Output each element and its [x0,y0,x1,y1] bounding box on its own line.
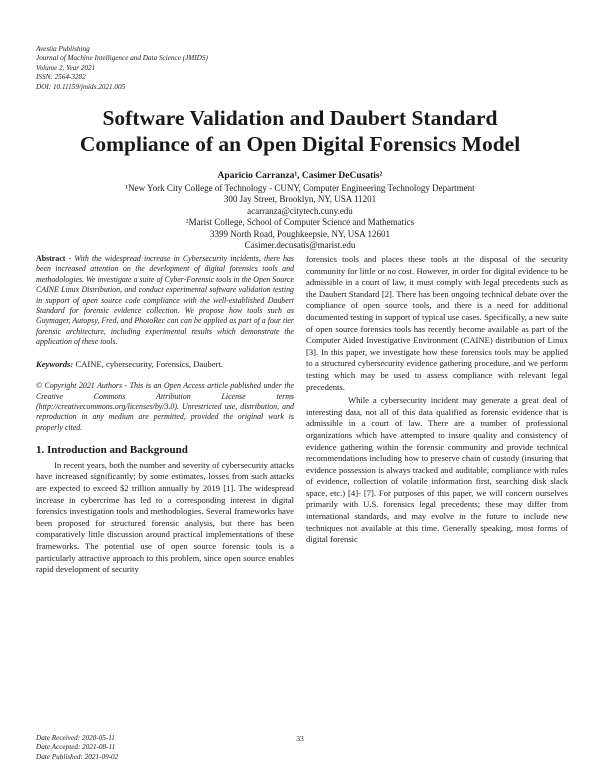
left-column [36,254,294,576]
keywords-label: Keywords: [36,358,74,369]
publisher: Avestia Publishing [36,45,90,53]
section-heading: 1. Introduction and Background [36,444,188,457]
abstract [36,254,294,348]
volume: Volume 2, Year 2021 [36,63,96,72]
date-published: Date Published: 2021-09-02 [36,752,119,761]
title-line-1: Software Validation and Daubert Standard [102,106,498,130]
affiliation-2: ²Marist College, School of Computer Science and Mathematics [185,217,415,227]
author-1-email: acarranza@citytech.cuny.edu [247,205,353,216]
issn: ISSN: 2564-3282 [36,73,86,82]
title-line-2: Compliance of an Open Digital Forensics Model [79,132,521,156]
copyright-notice: © Copyright 2021 Authors - This is an Open Access article published under the Creative Commons Attribution License terms (http://creativecommons.org/licenses/by/3.0). Unrestricted use, distribution, and reproduction in any medium are permitted, provided the original work is properly cited. [36,381,294,432]
body-paragraph-2: While a cybersecurity incident may generate a great deal of interesting data, not all of this data qualified as forensic evidence that is admissible in a court of law. There are a number of professional organizations which have attempted to insure quality and consistency of evidence gathering within the forensic community and provide technical recommendations including how to preserve chain of custody (insuring that evidence possession is always tracked and auditable, compliance with rules of evidence, collection of volatile information first, searching disk slack space, etc.) [4]- [7]. For purposes of this paper, we will concern ourselves primarily with U.S. forensics legal precedents; these may differ from international standards, and may evolve in the future to include new techniques not available at this time. Generally speaking, most forms of digital forensic [306,395,568,545]
date-accepted: Date Accepted: 2021-08-11 [36,743,116,752]
abstract-text: - With the widespread increase in Cybersecurity incidents, there has been increased attention on the development of digital forensics tools and methodologies. We investigate a suite of Cyber-Forensic tools in the Open Source CAINE Linux Distribution, and conduct experimental software validation testing in support of open source code compliance with the well-established Daubert Standard for forensic evidence collection. We propose how tools such as Guymager, Autopsy, Fred, and PhotoRec can can be applied as part of a four tier forensic architecture, including experimental results which demonstrate the application of these tools. [36,254,294,347]
body-paragraph-1: forensics tools and places these tools at the disposal of the security community for little or no cost. However, in order for digital evidence to be admissible in a court of law, it must comply with legal precedents such as the Daubert Standard [2]. There has been ongoing technical debate over the compliance of open source tools, and there is a need for additional documented testing in support of typical use cases. Specifically, a new suite of open source forensics tools has recently become available as part of the Computer Aided Investigative Environment (CAINE) distribution of Linux [3]. In this paper, we investigate how these forensics tools may be applied to a structured cybersecurity evidence gathering procedure, and we perform testing which may be used to assess compliance with relevant legal precedents. [306,254,568,392]
affiliation-2-address: 3399 North Road, Poughkeepsie, NY, USA 12601 [209,228,391,239]
author-block [0,171,600,252]
right-column [306,254,568,546]
abstract-label: Abstract [36,254,66,263]
paper-title [0,105,600,157]
date-received: Date Received: 2020-05-11 [36,734,115,742]
page-number: 33 [296,734,304,743]
doi: DOI: 10.11159/jmids.2021.005 [36,82,126,91]
journal-header [36,45,208,92]
journal-name: Journal of Machine Intelligence and Data Science (JMIDS) [36,54,208,63]
affiliation-1: ¹New York City College of Technology - CUNY, Computer Engineering Technology Department [125,182,475,193]
author-names: Aparicio Carranza¹, Casimer DeCusatis² [217,171,383,181]
intro-paragraph: In recent years, both the number and severity of cybersecurity attacks have increased significantly; by some estimates, losses from such attacks are expected to exceed $2 trillion annually by 2019 [1]. The widespread increase in cybercrime has led to a corresponding interest in digital forensics investigation tools and methodologies. Several frameworks have been proposed for structured forensic analysis, but there has been comparatively little discussion around practical implementations of these frameworks. The potential use of open source forensic tools is a particularly attractive approach to this problem, since open source enables rapid development of security [36,459,294,575]
affiliation-1-address: 300 Jay Street, Brooklyn, NY, USA 11201 [223,194,377,204]
author-2-email: Casimer.decusatis@marist.edu [244,240,356,250]
keywords-text: CAINE, cybersecurity, Forensics, Daubert. [73,358,224,369]
keywords [36,359,294,371]
